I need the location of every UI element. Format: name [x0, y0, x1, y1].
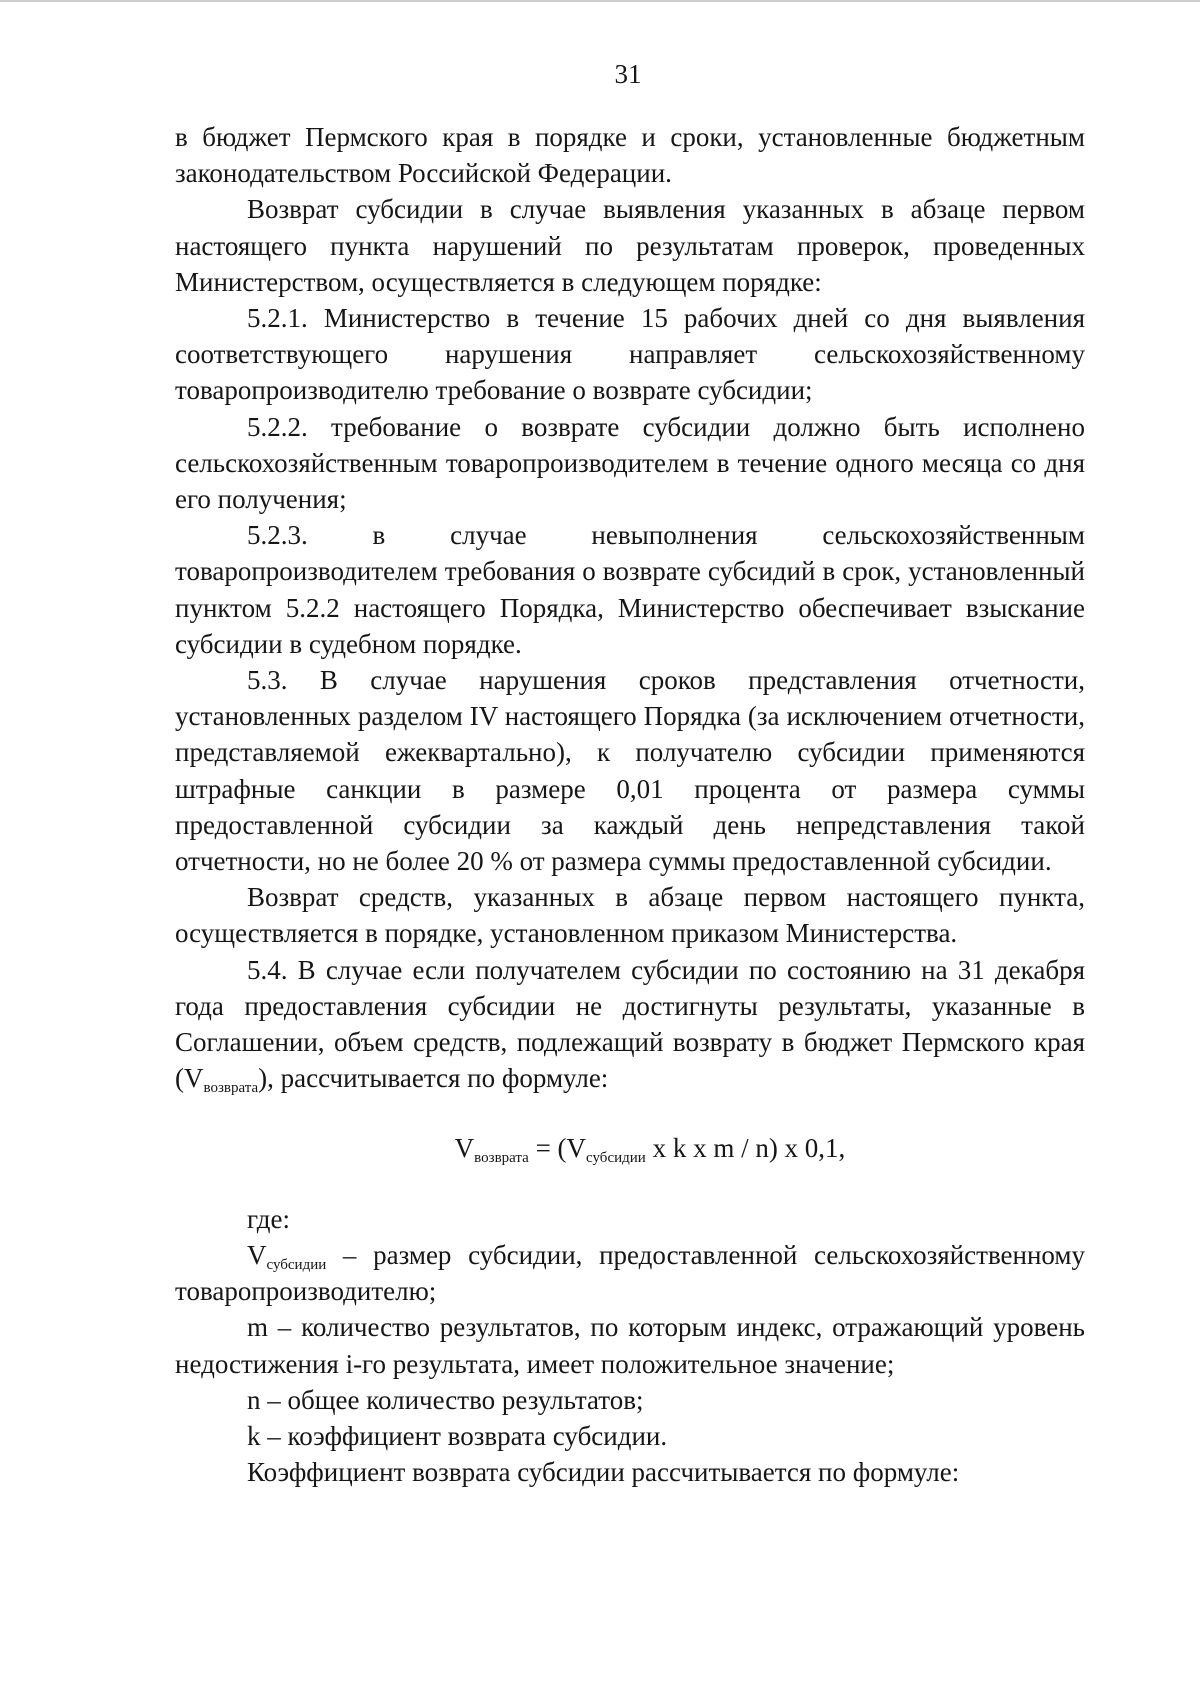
return-formula [175, 1130, 1085, 1166]
formula-tail: x k x m / n) x 0,1, [645, 1133, 846, 1164]
paragraph-5-2-1: 5.2.1. Министерство в течение 15 рабочих дней со дня выявления соответствующего нарушения направляет сельскохозяйственному товаропроизводителю требование о возврате субсидии; [175, 303, 1085, 406]
vsub-text: – размер субсидии, предоставленной сельскохозяйственному товаропроизводителю; [175, 1239, 1085, 1307]
vsub-subscript: субсидии [266, 1256, 327, 1273]
paragraph-return-funds: Возврат средств, указанных в абзаце первом настоящего пункта, осуществляется в порядке, установленном приказом Министерства. [175, 882, 1085, 949]
paragraph-5-4-subscript: возврата [203, 1080, 259, 1097]
paragraph-5-4-end: ), рассчитывается по формуле: [258, 1063, 609, 1094]
document-body [175, 119, 1085, 1490]
where-label: где: [247, 1203, 290, 1234]
formula-v: V [454, 1133, 475, 1164]
coefficient-intro: Коэффициент возврата субсидии рассчитывается по формуле: [247, 1457, 960, 1488]
paragraph-5-2-2: 5.2.2. требование о возврате субсидии должно быть исполнено сельскохозяйственным товаропроизводителем в течение одного месяца со дня его получения; [175, 411, 1085, 515]
paragraph-2: Возврат субсидии в случае выявления указанных в абзаце первом настоящего пункта нарушений по результатам проверок, проведенных Министерством, осуществляется в следующем порядке: [175, 194, 1085, 297]
formula-mid: = (V [528, 1133, 587, 1164]
definition-vsub [175, 1237, 1085, 1309]
formula-v-subscript: возврата [474, 1150, 529, 1167]
page-top-edge [0, 0, 1200, 2]
paragraph-5-3: 5.3. В случае нарушения сроков представления отчетности, установленных разделом IV настоящего Порядка (за исключением отчетности, представляемой ежеквартально), к получателю субсидии применяются штрафные санкции в размере 0,01 процента от размера суммы предоставленной субсидии за каждый день непредставления такой отчетности, но не более 20 % от размера суммы предоставленной субсидии. [175, 665, 1085, 877]
paragraph-5-4-start: 5.4. В случае если получателем субсидии по состоянию на 31 декабря года предоставления субсидии не достигнуты результаты, указанные в Соглашении, объем средств, подлежащий возврату в бюджет Пермского края (V [175, 954, 1085, 1094]
vsub-symbol: V [247, 1239, 267, 1270]
definition-n: n – общее количество результатов; [247, 1384, 644, 1415]
page-number: 31 [614, 59, 642, 89]
paragraph-5-4 [175, 952, 1085, 1097]
formula-mid-subscript: субсидии [586, 1150, 646, 1167]
definition-k: k – коэффициент возврата субсидии. [247, 1420, 668, 1451]
paragraph-5-2-3: 5.2.3. в случае невыполнения сельскохозяйственным товаропроизводителем требования о возврате субсидий в срок, установленный пунктом 5.2.2 настоящего Порядка, Министерство обеспечивает взыскание субсидии в судебном порядке. [175, 520, 1085, 659]
paragraph-1: в бюджет Пермского края в порядке и сроки, установленные бюджетным законодательством Российской Федерации. [175, 122, 1085, 189]
definition-m: m – количество результатов, по которым индекс, отражающий уровень недостижения i-го результата, имеет положительное значение; [175, 1312, 1085, 1379]
